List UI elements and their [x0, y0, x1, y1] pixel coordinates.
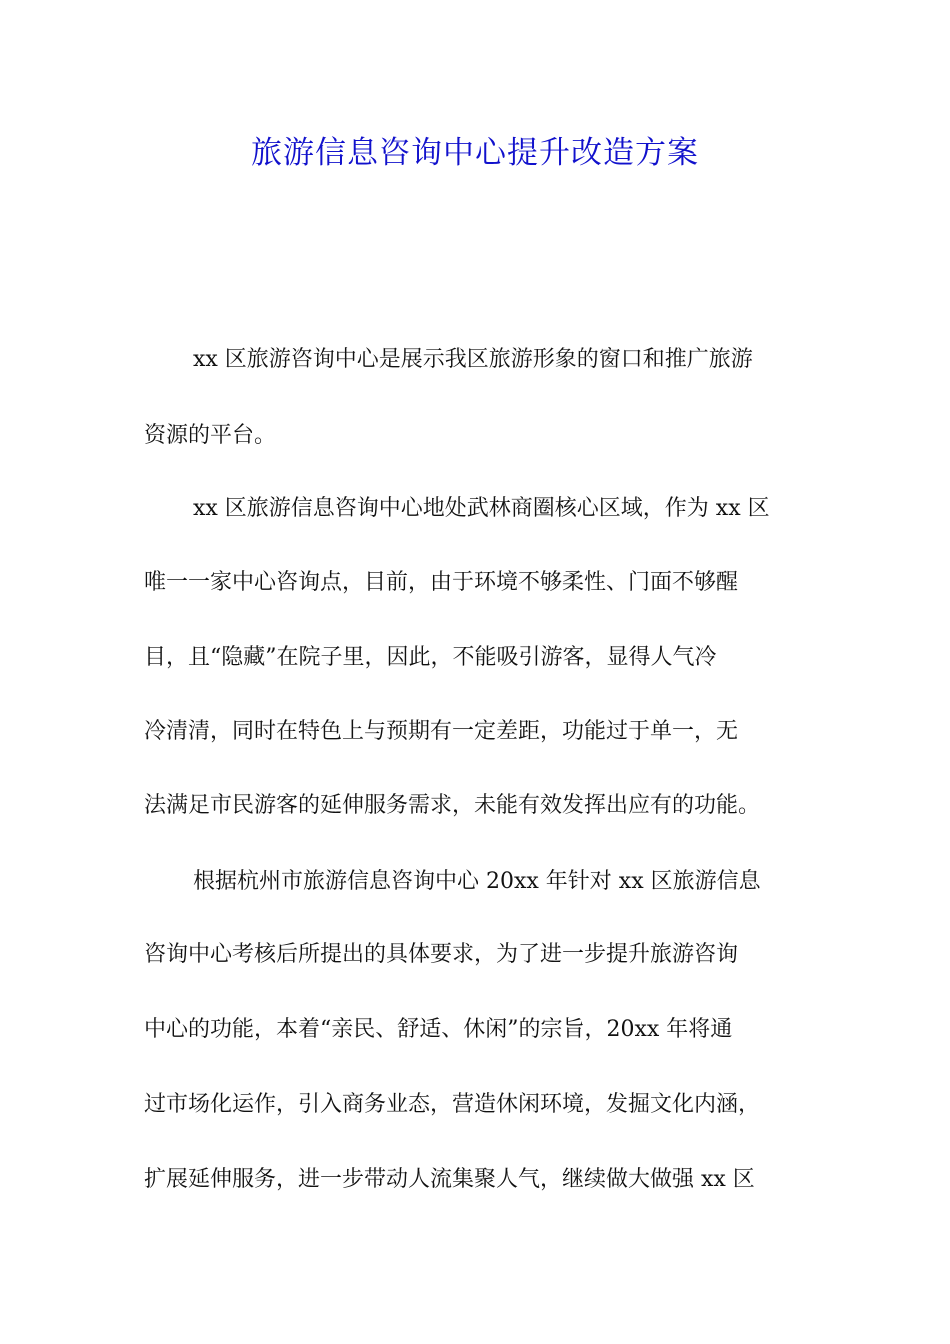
document-title: 旅游信息咨询中心提升改造方案 — [251, 135, 699, 171]
paragraph-2-line-4: 冷清清，同时在特色上与预期有一定差距，功能过于单一，无 — [144, 719, 739, 744]
paragraph-3-line-2: 咨询中心考核后所提出的具体要求，为了进一步提升旅游咨询 — [144, 942, 739, 967]
paragraph-3-line-3: 中心的功能，本着“亲民、舒适、休闲”的宗旨，20xx 年将通 — [144, 1017, 733, 1042]
paragraph-2-line-3: 目，且“隐藏”在院子里，因此，不能吸引游客，显得人气冷 — [144, 645, 717, 670]
paragraph-3-line-4: 过市场化运作，引入商务业态，营造休闲环境，发掘文化内涵， — [144, 1092, 761, 1117]
paragraph-2-line-2: 唯一一家中心咨询点，目前，由于环境不够柔性、门面不够醒 — [144, 570, 739, 595]
paragraph-2-line-1: xx 区旅游信息咨询中心地处武林商圈核心区域，作为 xx 区 — [193, 496, 770, 521]
paragraph-2-line-5: 法满足市民游客的延伸服务需求，未能有效发挥出应有的功能。 — [144, 793, 761, 818]
paragraph-1-line-2: 资源的平台。 — [144, 423, 277, 448]
paragraph-3-line-5: 扩展延伸服务，进一步带动人流集聚人气，继续做大做强 xx 区 — [144, 1167, 755, 1192]
paragraph-1-line-1: xx 区旅游咨询中心是展示我区旅游形象的窗口和推广旅游 — [193, 347, 753, 372]
paragraph-3-line-1: 根据杭州市旅游信息咨询中心 20xx 年针对 xx 区旅游信息 — [193, 869, 761, 894]
